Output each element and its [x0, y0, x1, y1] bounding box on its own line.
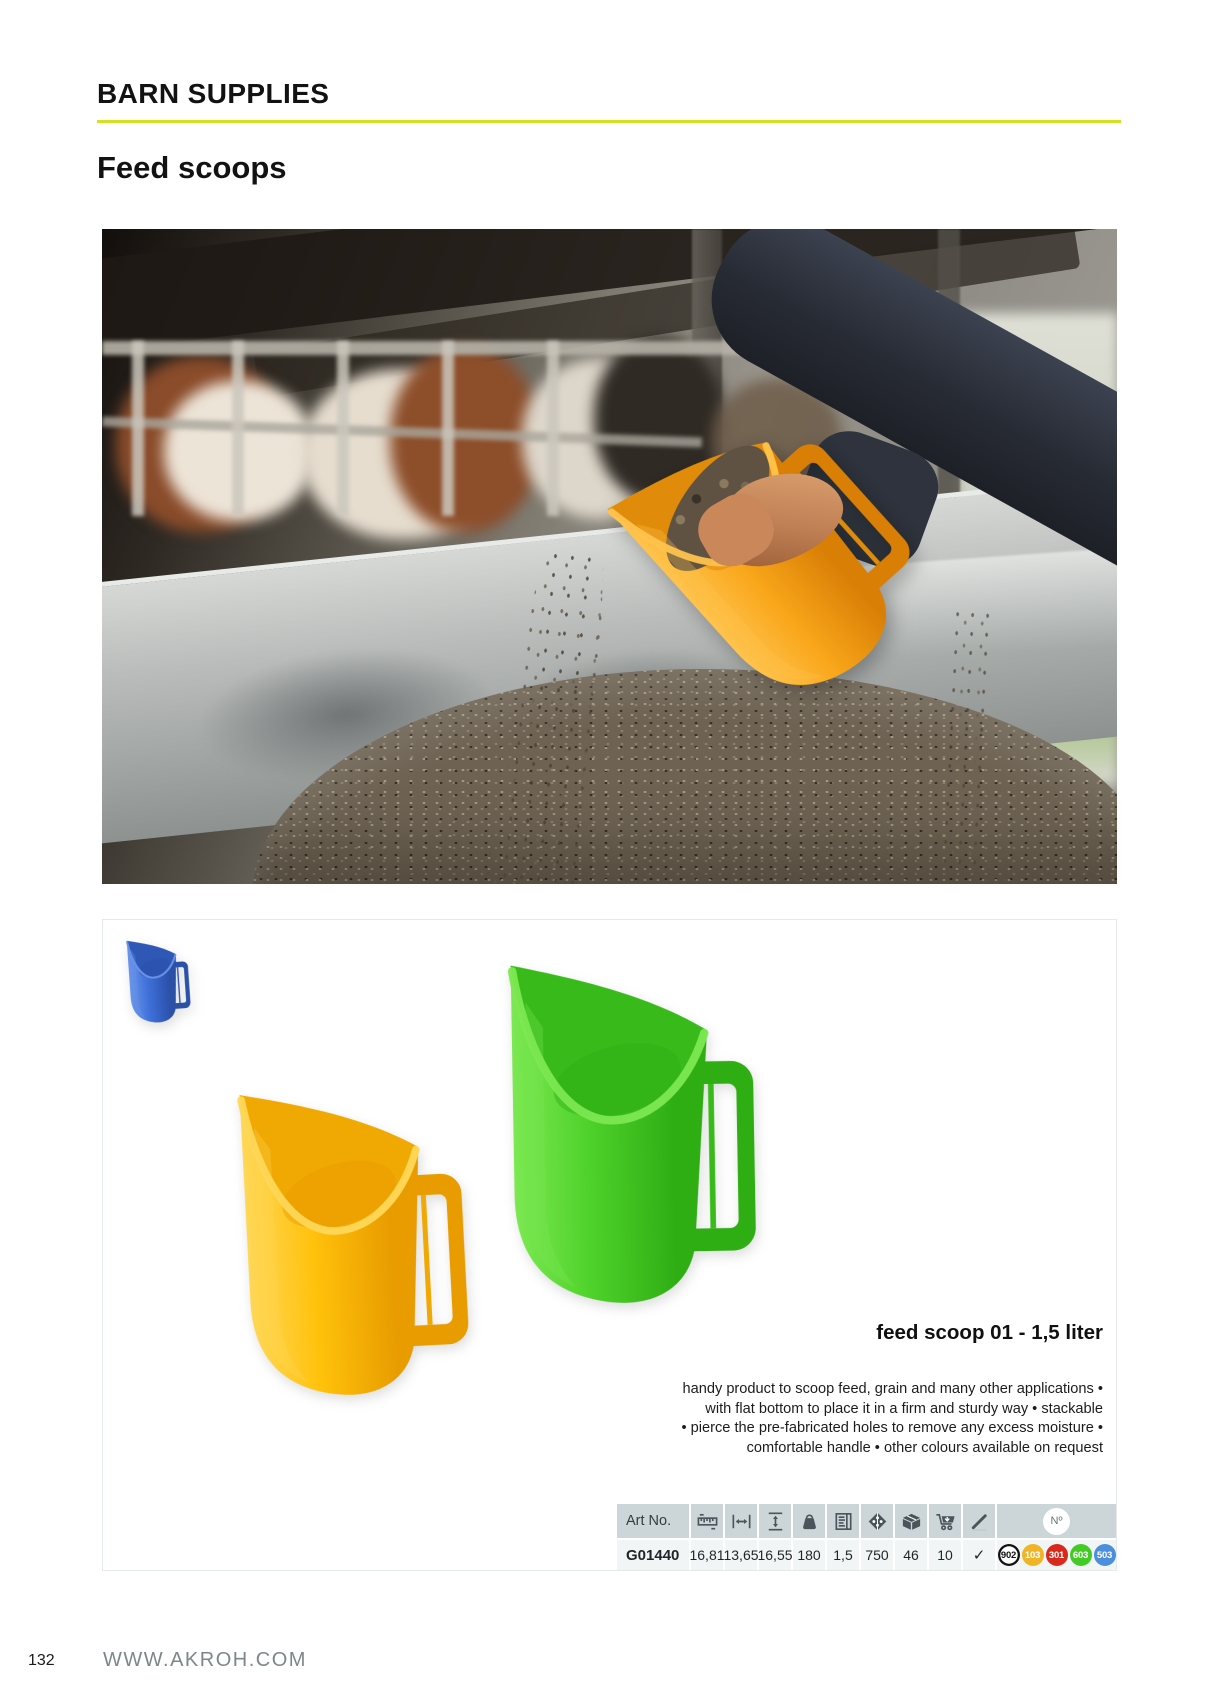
color-number-badge: Nº: [1043, 1508, 1070, 1535]
product-image-blue-scoop: [116, 932, 196, 1028]
spec-label-icon: [832, 1510, 855, 1533]
spec-table: [617, 1504, 1116, 1570]
spec-value: 180: [793, 1540, 825, 1570]
description-line: comfortable handle • other colours available on request: [746, 1439, 1103, 1456]
color-badge-301: 301: [1046, 1544, 1068, 1566]
art-no-header: Art No.: [617, 1504, 689, 1538]
col-header-box-qty: [895, 1504, 927, 1538]
color-badges: [997, 1540, 1116, 1570]
description-line: • pierce the pre-fabricated holes to remove any excess moisture •: [681, 1420, 1103, 1436]
col-header-dimensions: [691, 1504, 723, 1538]
product-panel: [102, 919, 1117, 1571]
col-header-custom: [963, 1504, 995, 1538]
cart-icon: [934, 1510, 957, 1533]
col-header-capacity: [827, 1504, 859, 1538]
product-name: feed scoop 01 - 1,5 liter: [876, 1321, 1103, 1344]
col-header-pallet-qty: [861, 1504, 893, 1538]
photo-fence-bar: [337, 341, 349, 516]
photo-fence-bar: [442, 341, 454, 516]
col-header-height: [759, 1504, 791, 1538]
category-underline: [97, 120, 1121, 123]
col-header-width: [725, 1504, 757, 1538]
pencil-icon: [968, 1510, 991, 1533]
height-arrow-icon: [764, 1510, 787, 1533]
carton-box-icon: [900, 1510, 923, 1533]
spec-value: 13,65: [725, 1540, 757, 1570]
photo-fence-bar: [232, 341, 244, 516]
color-badge-603: 603: [1070, 1544, 1092, 1566]
spec-value: 16,81: [691, 1540, 723, 1570]
photo-fence-bar: [547, 341, 559, 516]
category-heading: BARN SUPPLIES: [97, 78, 330, 109]
col-header-color-number: [997, 1504, 1116, 1538]
product-description: [682, 1380, 1103, 1458]
stock-check: ✓: [963, 1540, 995, 1570]
crate-holes-icon: [866, 1510, 889, 1533]
width-arrow-icon: [730, 1510, 753, 1533]
dimensions-ruler-icon: [696, 1510, 719, 1533]
page-number: 132: [28, 1652, 55, 1669]
spec-value: 46: [895, 1540, 927, 1570]
art-no-value: G01440: [617, 1540, 689, 1570]
description-line: with flat bottom to place it in a firm and sturdy way • stackable: [705, 1400, 1103, 1417]
description-line: handy product to scoop feed, grain and many other applications •: [682, 1381, 1103, 1397]
page-title: Feed scoops: [97, 150, 287, 185]
weight-icon: [798, 1510, 821, 1533]
photo-fence-bar: [132, 341, 144, 516]
spec-value: 750: [861, 1540, 893, 1570]
color-badge-103: 103: [1022, 1544, 1044, 1566]
product-image-yellow-scoop: [200, 1065, 487, 1412]
color-badge-902: 902: [998, 1544, 1020, 1566]
product-image-green-scoop: [468, 941, 774, 1317]
color-badge-503: 503: [1094, 1544, 1116, 1566]
photo-feed-fence-rail: [102, 341, 742, 355]
spec-value: 16,55: [759, 1540, 791, 1570]
spec-value: 1,5: [827, 1540, 859, 1570]
spec-value: 10: [929, 1540, 961, 1570]
col-header-order-qty: [929, 1504, 961, 1538]
website: WWW.AKROH.COM: [103, 1649, 307, 1671]
col-header-weight: [793, 1504, 825, 1538]
product-photo: [102, 229, 1117, 884]
